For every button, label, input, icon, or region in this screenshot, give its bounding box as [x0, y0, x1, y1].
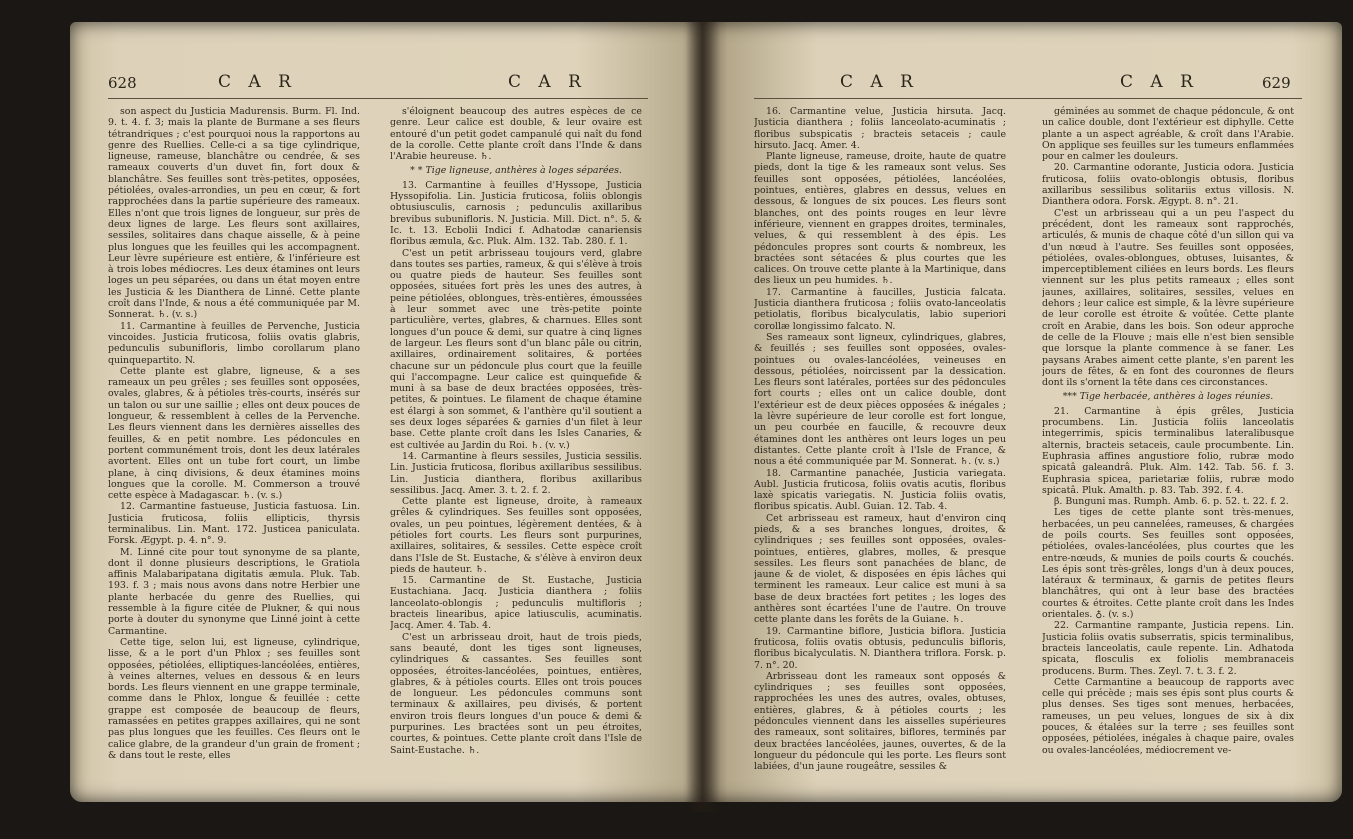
right-page	[702, 22, 1342, 802]
paragraph: 11. Carmantine à feuilles de Pervenche, Justicia vincoides. Justicia fruticosa, foliis ovatis glabris, pedunculis subunifloris, limbo corollarum plano quinquepartito. N.	[108, 320, 360, 366]
paragraph: 14. Carmantine à fleurs sessiles, Justicia sessilis. Lin. Justicia fruticosa, floribus axillaribus sessilibus. Lin. Justicia dianthera, floribus axillaribus sessilibus. Jacq. Amer. 3. t. 2. f. 2.	[390, 450, 642, 496]
paragraph: β. Bunguni mas. Rumph. Amb. 6. p. 52. t. 22. f. 2.	[1054, 496, 1289, 508]
page-number-right: 629	[1262, 74, 1291, 92]
paragraph: 15. Carmantine de St. Eustache, Justicia Eustachiana. Jacq. Justicia dianthera ; foliis lanceolato-oblongis ; pedunculis multifloris ; bracteis linearibus, apice latiusculis, acuminatis. Jacq. Amer. 4. Tab. 4.	[390, 575, 642, 632]
paragraph: Cette plante est ligneuse, droite, à rameaux grêles & cylindriques. Ses feuilles sont opposées, ovales, un peu pointues, légèrement dentées, & à pétioles fort courts. Les fleurs sont purpurines, axillaires, solitaires, & sessiles. Cette espèce croît dans l'Isle de St. Eustache, & s'élève à environ deux pieds de hauteur. ♄.	[390, 496, 642, 575]
paragraph: 20. Carmantine odorante, Justicia odora. Justicia fruticosa, foliis ovato-oblongis obtusis, floribus axillaribus sessilibus solitariis extus villosis. N. Dianthera odora. Forsk. Ægypt. 8. n°. 21.	[1042, 162, 1294, 208]
paragraph: Cet arbrisseau est rameux, haut d'environ cinq pieds, & a ses branches longues, droites, & cylindriques ; ses feuilles sont opposées, ovales-pointues, entières, glabres, molles, & presque sessiles. Les fleurs sont panachées de blanc, de jaune & de violet, & disposées en épis lâches qui terminent les rameaux. Leur calice est muni à sa base de deux bractées fort petites ; les loges des anthères sont écartées l'une de l'autre. On trouve cette plante dans les forêts de la Guiane. ♄.	[754, 512, 1006, 626]
left-running-head	[70, 72, 702, 96]
paragraph: 19. Carmantine biflore, Justicia biflora. Justicia fruticosa, foliis ovatis obtusis, pedunculis bifloris, floribus bicalyculatis. N. Dianthera triflora. Forsk. p. 7. n°. 20.	[754, 625, 1006, 671]
paragraph: Arbrisseau dont les rameaux sont opposés & cylindriques ; ses feuilles sont opposées, rapprochées les unes des autres, ovales, obtuses, entières, glabres, & à pétioles courts ; les pédoncules viennent dans les aisselles supérieures des rameaux, sont solitaires, biflores, terminés par deux bractées lancéolées, jaunes, ouvertes, & de la longueur du pédoncule qui les porte. Les fleurs sont labiées, d'un jaune rougeâtre, sessiles &	[754, 670, 1006, 773]
paragraph: 22. Carmantine rampante, Justicia repens. Lin. Justicia foliis ovatis subserratis, spicis terminalibus, bracteis lanceolatis, caule repente. Lin. Adhatoda spicata, flosculis ex foliolis membranaceis producens. Burm. Thes. Zeyl. 7. t. 3. f. 2.	[1042, 620, 1294, 677]
section-heading: * * Tige ligneuse, anthères à loges séparées.	[410, 165, 622, 177]
book-spread	[70, 22, 1340, 822]
paragraph: 13. Carmantine à feuilles d'Hyssope, Justicia Hyssopifolia. Lin. Justicia fruticosa, foliis oblongis obtusiusculis, carnosis ; pedunculis axillaribus brevibus subunifloris. N. Justicia. Mill. Dict. n°. 5. & Ic. t. 13. Ecbolii Indici f. Adhatodæ canariensis floribus æmula, &c. Pluk. Alm. 132. Tab. 280. f. 1.	[390, 179, 642, 248]
paragraph: 16. Carmantine velue, Justicia hirsuta. Jacq. Justicia dianthera ; foliis lanceolato-acuminatis ; floribus subspicatis ; bracteis setaceis ; caule hirsuto. Jacq. Amer. 4.	[754, 106, 1006, 151]
running-head-left-2: C A R	[508, 72, 587, 92]
running-head-right-1: C A R	[840, 72, 919, 92]
paragraph: M. Linné cite pour tout synonyme de sa plante, dont il donne plusieurs descriptions, le Gratiola affinis Malabaripatana digitatis æmula. Pluk. Tab. 193. f. 3 ; mais nous avons dans notre Herbier une plante herbacée du genre des Ruellies, qui ressemble à la figure citée de Plukner, & qui nous porte à douter du synonyme que Linné joint à cette Carmantine.	[108, 546, 360, 637]
header-rule-right	[754, 98, 1302, 99]
paragraph: 12. Carmantine fastueuse, Justicia fastuosa. Lin. Justicia fruticosa, foliis ellipticis, thyrsis terminalibus. Lin. Mant. 172. Justicea paniculata. Forsk. Ægypt. p. 4. n°. 9.	[108, 501, 360, 547]
paragraph: 17. Carmantine à faucilles, Justicia falcata. Justicia dianthera fruticosa ; foliis ovato-lanceolatis petiolatis, floribus bicalyculatis, labio superiori corollæ longissimo falcato. N.	[754, 286, 1006, 332]
left-column-1	[108, 106, 360, 796]
paragraph: Cette Carmantine a beaucoup de rapports avec celle qui précède ; mais ses épis sont plus courts & plus denses. Ses tiges sont menues, herbacées, rameuses, un peu velues, longues de six à dix pouces, & étalées sur la terre ; ses feuilles sont opposées, pétiolées, inégales à chaque paire, ovales ou ovales-lancéolées, médiocrement ve-	[1042, 676, 1294, 756]
paragraph: Cette tige, selon lui, est ligneuse, cylindrique, lisse, & a le port d'un Phlox ; ses feuilles sont opposées, pétiolées, elliptiques-lancéolées, entières, à veines alternes, velues en dessous & en leurs bords. Les fleurs viennent en une grappe terminale, comme dans le Phlox, longue & feuillée : cette grappe est composée de beaucoup de fleurs, ramassées en petites grappes axillaires, qui ne sont pas plus longues que les feuilles. Ces fleurs ont le calice glabre, de la grandeur d'un grain de froment ; & dans tout le reste, elles	[108, 636, 360, 761]
paragraph: Les tiges de cette plante sont très-menues, herbacées, un peu cannelées, rameuses, & chargées de poils courts. Ses feuilles sont opposées, pétiolées, ovales-lancéolées, plus courtes que les entre-nœuds, & munies de poils courts & couchés. Les épis sont très-grêles, longs d'un à deux pouces, latéraux & terminaux, & garnis de petites fleurs blanchâtres, qui ont à leur base des bractées courtes & étroites. Cette plante croît dans les Indes orientales. ♁. (v. s.)	[1042, 507, 1294, 621]
running-head-right-2: C A R	[1120, 72, 1199, 92]
running-head-left-1: C A R	[218, 72, 297, 92]
paragraph: C'est un arbrisseau droit, haut de trois pieds, sans beauté, dont les tiges sont ligneuses, cylindriques & cassantes. Ses feuilles sont opposées, étroites-lancéolées, pointues, entières, glabres, & à pétioles courts. Elles ont trois pouces de longueur. Les pédoncules communs sont terminaux & axillaires, peu divisés, & portent environ trois fleurs longues d'un pouce & demi & purpurines. Les bractées sont un peu étroites, courtes, & pointues. Cette plante croît dans l'Isle de Saint-Eustache. ♄.	[390, 631, 642, 756]
right-column-2	[1042, 106, 1294, 796]
page-number-left: 628	[108, 74, 137, 92]
paragraph: géminées au sommet de chaque pédoncule, & ont un calice double, dont l'extérieur est diphylle. Cette plante a un aspect agréable, & croît dans l'Arabie. On applique ses feuilles sur les tumeurs enflammées pour en calmer les douleurs.	[1042, 106, 1294, 163]
right-running-head	[702, 72, 1342, 96]
right-column-1	[754, 106, 1006, 796]
left-page	[70, 22, 702, 802]
header-rule-left	[108, 98, 648, 99]
paragraph: son aspect du Justicia Madurensis. Burm. Fl. Ind. 9. t. 4. f. 3; mais la plante de Burmane a ses fleurs tétrandriques ; c'est pourquoi nous la rapportons au genre des Ruellies. Celle-ci a sa tige cylindrique, ligneuse, rameuse, blanchâtre ou cendrée, & ses rameaux couverts d'un duvet fin, fort doux & blanchâtre. Ses feuilles sont très-petites, opposées, pétiolées, ovales-arrondies, un peu en cœur, & fort rapprochées dans la partie supérieure des rameaux. Elles n'ont que trois lignes de longueur, sur près de deux lignes de large. Les fleurs sont axillaires, sessiles, solitaires dans chaque aisselle, & à peine plus longues que les feuilles qui les accompagnent. Leur lèvre supérieure est entière, & l'inférieure est à trois lobes médiocres. Les deux étamines ont leurs loges un peu séparées, ou dans un état moyen entre les Justicia & les Dianthera de Linné. Cette plante croît dans l'Inde, & nous a été communiquée par M. Sonnerat. ♄. (v. s.)	[108, 106, 360, 321]
paragraph: 18. Carmantine panachée, Justicia variegata. Aubl. Justicia fruticosa, foliis ovatis acutis, floribus laxè spicatis variegatis. N. Justicia foliis ovatis, floribus spicatis. Aubl. Guian. 12. Tab. 4.	[754, 467, 1006, 513]
section-heading: *** Tige herbacée, anthères à loges réunies.	[1062, 391, 1274, 403]
paragraph: C'est un arbrisseau qui a un peu l'aspect du précédent, dont les rameaux sont rapprochés, articulés, & munis de chaque côté d'un sillon qui va d'un nœud à l'autre. Ses feuilles sont opposées, pétiolées, ovales-oblongues, obtuses, luisantes, & imperceptiblement ciliées en leurs bords. Les fleurs viennent sur les plus petits rameaux ; elles sont jaunes, axillaires, solitaires, sessiles, velues en dehors ; leur calice est simple, & la lèvre supérieure de leur corolle est étroite & voûtée. Cette plante croît en Arabie, dans les bois. Son odeur approche de celle de la Flouve ; mais elle n'est bien sensible que lorsque la plante commence à se faner. Les paysans Arabes aiment cette plante, s'en parent les jours de fêtes, & en font des couronnes de fleurs dont ils s'ornent la tête dans ces circonstances.	[1042, 207, 1294, 389]
paragraph: C'est un petit arbrisseau toujours verd, glabre dans toutes ses parties, rameux, & qui s'élève à trois ou quatre pieds de hauteur. Ses feuilles sont opposées, situées fort près les unes des autres, à peine pétiolées, oblongues, très-entières, émoussées à leur sommet avec une très-petite pointe particulière, vertes, glabres, & charnues. Elles sont longues d'un pouce & demi, sur quatre à cinq lignes de largeur. Les fleurs sont d'un blanc pâle ou citrin, axillaires, ordinairement solitaires, & portées chacune sur un pédoncule plus court que la feuille qui l'accompagne. Leur calice est quinquefide & muni à sa base de deux bractées opposées, très-petites, & pointues. Le filament de chaque étamine est élargi à son sommet, & l'anthère qu'il soutient a ses deux loges séparées & garnies d'un filet à leur base. Cette plante croît dans les Isles Canaries, & est cultivée au Jardin du Roi. ♄. (v. v.)	[390, 247, 642, 451]
paragraph: Ses rameaux sont ligneux, cylindriques, glabres, & feuillés ; ses feuilles sont opposées, ovales-pointues ou ovales-lancéolées, veineuses en dessous, pétiolées, noircissent par la dessication. Les fleurs sont latérales, portées sur des pédoncules fort courts ; elles ont un calice double, dont l'extérieur est de deux pièces opposées & inégales ; la lèvre supérieure de leur corolle est fort longue, un peu courbée en faucille, & recouvre deux étamines dont les anthères ont leurs loges un peu distantes. Cette plante croît à l'Isle de France, & nous a été communiquée par M. Sonnerat. ♄. (v. s.)	[754, 331, 1006, 468]
paragraph: s'éloignent beaucoup des autres espèces de ce genre. Leur calice est double, & leur ovaire est entouré d'un petit godet campanulé qui naît du fond de la corolle. Cette plante croît dans l'Inde & dans l'Arabie heureuse. ♄.	[390, 106, 642, 163]
paragraph: Plante ligneuse, rameuse, droite, haute de quatre pieds, dont la tige & les rameaux sont velus. Ses feuilles sont opposées, pétiolées, lancéolées, pointues, entières, glabres en dessus, velues en dessous, & longues de six pouces. Les fleurs sont blanches, ont des points rouges en leur lèvre inférieure, viennent en grappes droites, terminales, velues, & qui ressemblent à des épis. Les pédoncules propres sont courts & nombreux, les bractées sont sétacées & plus courtes que les calices. On trouve cette plante à la Martinique, dans des lieux un peu humides. ♄.	[754, 151, 1006, 287]
paragraph: Cette plante est glabre, ligneuse, & a ses rameaux un peu grêles ; ses feuilles sont opposées, ovales, glabres, & à pétioles très-courts, insérés sur un talon ou sur une saillie ; elles ont deux pouces de longueur, & ressemblent à celles de la Pervenche. Les fleurs viennent dans les dernières aisselles des feuilles, & en petit nombre. Les pédoncules en portent communément trois, dont les deux latérales avortent. Elles ont un tube fort court, un limbe plane, à cinq divisions, & deux étamines moins longues que la corolle. M. Commerson a trouvé cette espèce à Madagascar. ♄. (v. s.)	[108, 365, 360, 502]
left-column-2	[390, 106, 642, 796]
paragraph: 21. Carmantine à épis grêles, Justicia procumbens. Lin. Justicia foliis lanceolatis integerrimis, spicis terminalibus lateralibusque alternis, bracteis setaceis, caule procumbente. Lin. Euphrasia affines angustiore folio, rubræ modo spicatâ galeandrâ. Pluk. Alm. 142. Tab. 56. f. 3. Euphrasia spicea, parietariæ foliis, rubræ modo spicatâ. Pluk. Amalth. p. 83. Tab. 392. f. 4.	[1042, 405, 1294, 496]
